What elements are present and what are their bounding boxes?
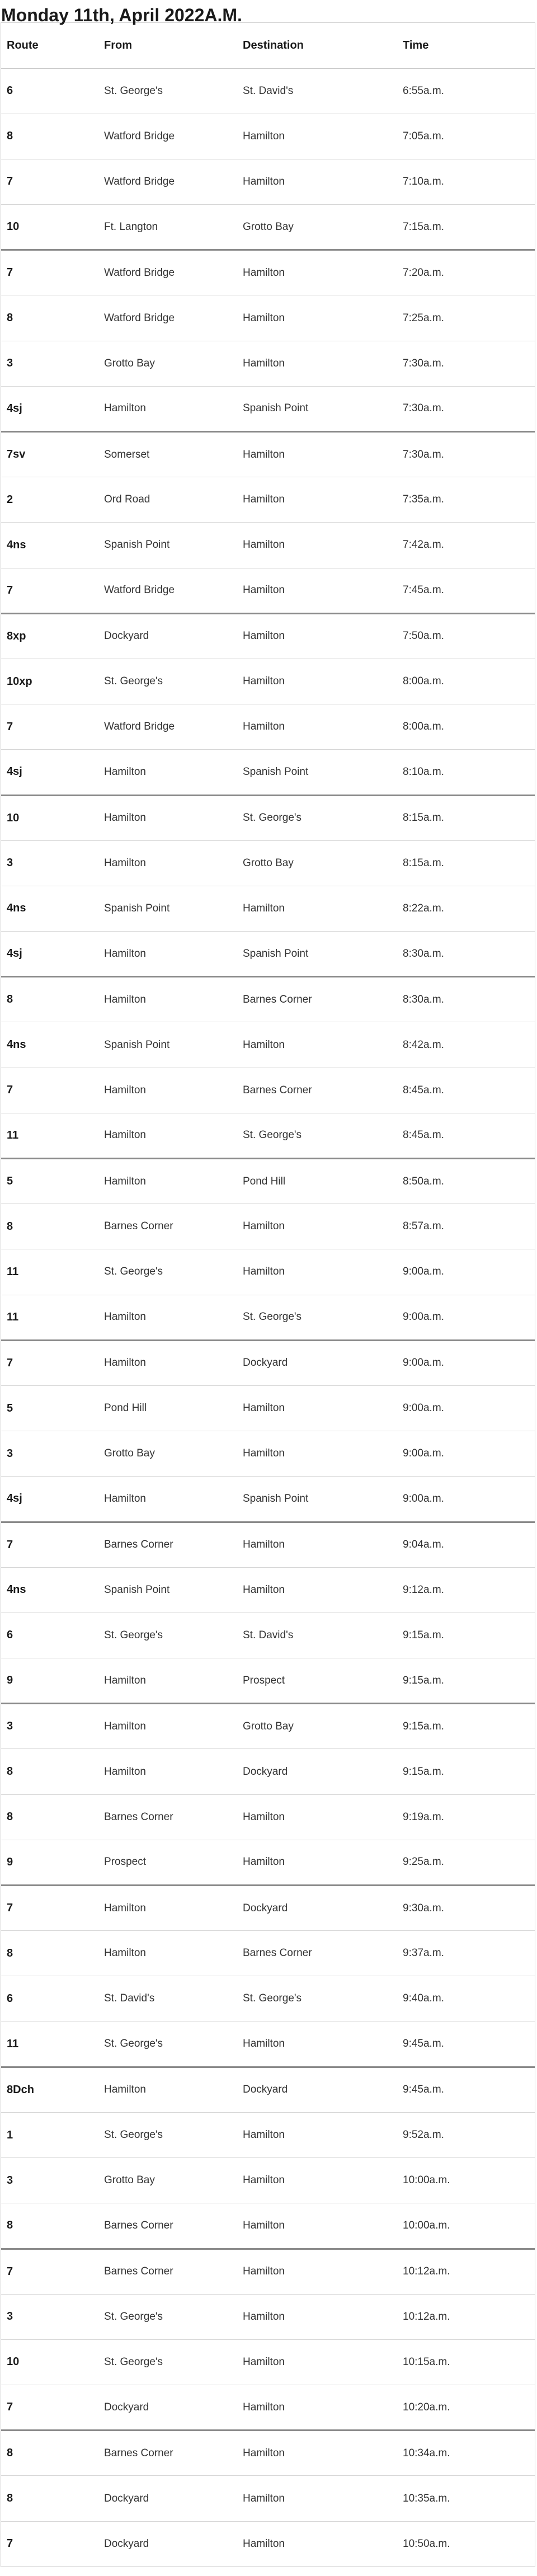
table-row [1,205,535,250]
from-cell: Dockyard [104,2537,149,2550]
time-cell: 10:20a.m. [397,2385,535,2431]
time-cell: 9:00a.m. [397,1385,535,1431]
destination-cell: Hamilton [237,1385,397,1431]
route-cell: 9 [1,1840,98,1885]
time-cell: 8:00a.m. [397,704,535,750]
from-cell: St. George's [98,1249,237,1295]
from-cell: St. George's [98,1613,237,1658]
table-row [1,341,535,386]
destination-cell: Hamilton [237,432,397,477]
time-cell: 7:30a.m. [397,432,535,477]
from-cell: Barnes Corner [98,1204,237,1249]
time-cell: 8:30a.m. [397,932,535,977]
from-cell: Spanish Point [98,1022,237,1068]
route-cell: 7 [1,1522,98,1567]
destination-cell: Hamilton [237,341,397,386]
from-cell: Dockyard [98,2385,237,2431]
table-row [1,1794,535,1840]
from-cell: Somerset [98,432,237,477]
time-cell: 9:00a.m. [397,1431,535,1477]
route-cell: 7 [1,568,98,613]
time-cell: 7:10a.m. [397,159,535,204]
table-row [1,977,535,1022]
from-cell: Watford Bridge [98,568,237,613]
destination-cell: Grotto Bay [237,205,397,250]
route-cell: 8 [1,295,98,341]
table-row [1,68,535,114]
route-cell: 7 [1,159,98,204]
destination-cell: Hamilton [237,1794,397,1840]
route-cell: 8 [1,2203,98,2249]
destination-cell: St. George's [237,1976,397,2022]
from-cell: Watford Bridge [98,114,237,159]
from-cell: Hamilton [98,750,237,795]
time-cell: 9:15a.m. [397,1749,535,1794]
destination-cell: Hamilton [237,250,397,295]
time-cell: 9:00a.m. [397,1249,535,1295]
table-header [1,23,535,68]
time-cell: 7:05a.m. [397,114,535,159]
route-cell: 3 [1,1704,98,1749]
time-cell: 8:22a.m. [397,886,535,931]
route-cell: 6 [1,68,98,114]
destination-cell: Hamilton [237,2249,397,2294]
table-row [1,295,535,341]
from-cell: Dockyard [98,2476,237,2521]
time-cell: 7:42a.m. [397,523,535,568]
table-row [1,2339,535,2385]
time-cell: 9:15a.m. [397,1613,535,1658]
table-row [1,2431,535,2476]
from-cell: St. George's [98,659,237,704]
from-cell: Hamilton [98,932,237,977]
table-row [1,1749,535,1794]
route-cell: 8xp [1,613,98,659]
destination-cell: Barnes Corner [237,1068,397,1113]
route-cell: 3 [1,1431,98,1477]
table-row [1,1340,535,1385]
destination-cell: Spanish Point [237,932,397,977]
route-cell: 6 [1,1976,98,2022]
destination-cell: Hamilton [237,2158,397,2203]
route-cell: 8 [1,1931,98,1976]
route-cell: 11 [1,1295,98,1340]
table-row [1,1704,535,1749]
from-cell: Ord Road [98,477,237,523]
destination-cell: Grotto Bay [237,1704,397,1749]
table-row [1,1022,535,1068]
destination-cell: Hamilton [237,2476,397,2521]
time-cell: 9:40a.m. [397,1976,535,2022]
from-cell: Barnes Corner [98,2249,237,2294]
destination-cell: St. David's [237,1613,397,1658]
time-cell: 6:55a.m. [397,68,535,114]
route-cell: 8Dch [1,2067,98,2112]
table-row [1,1249,535,1295]
from-cell: Hamilton [98,1295,237,1340]
from-cell: Grotto Bay [98,1431,237,1477]
route-cell: 5 [1,1385,98,1431]
from-cell: Pond Hill [98,1385,237,1431]
table-row [1,795,535,840]
destination-cell: Hamilton [237,613,397,659]
route-cell: 2 [1,477,98,523]
destination-cell: Hamilton [237,2431,397,2476]
destination-cell: Grotto Bay [237,840,397,886]
route-cell: 7 [1,1340,98,1385]
table-row [1,1295,535,1340]
schedule-table-container [1,22,535,2567]
route-cell: 10xp [1,659,98,704]
table-row [1,1931,535,1976]
time-cell: 9:15a.m. [397,1658,535,1704]
from-cell: Spanish Point [98,1567,237,1613]
from-cell: St. George's [98,2339,237,2385]
from-cell: Hamilton [98,1477,237,1522]
route-cell: 3 [1,840,98,886]
table-row [1,250,535,295]
table-row [1,523,535,568]
table-row [1,1431,535,1477]
route-cell: 6 [1,1613,98,1658]
from-cell: Barnes Corner [98,2431,237,2476]
destination-cell: Prospect [237,1658,397,1704]
time-cell: 8:50a.m. [397,1159,535,1204]
time-cell: 9:30a.m. [397,1886,535,1931]
destination-cell: Dockyard [237,1340,397,1385]
route-cell: 7 [1,2249,98,2294]
destination-cell: Hamilton [237,295,397,341]
table-row [1,1976,535,2022]
route-cell: 11 [1,2022,98,2067]
route-cell: 10 [1,2339,98,2385]
time-cell: 10:34a.m. [397,2431,535,2476]
time-cell: 10:12a.m. [397,2249,535,2294]
from-cell: Spanish Point [98,886,237,931]
time-cell: 8:57a.m. [397,1204,535,1249]
schedule-table [1,23,535,2566]
destination-cell: Hamilton [237,2022,397,2067]
destination-cell: Dockyard [237,2067,397,2112]
table-row [1,659,535,704]
destination-cell: St. George's [237,795,397,840]
column-header-time: Time [397,23,535,68]
destination-cell: Hamilton [237,2203,397,2249]
table-row [1,1840,535,1885]
destination-cell: St. George's [237,1295,397,1340]
route-cell: 8 [1,114,98,159]
destination-cell: Hamilton [237,704,397,750]
destination-cell: Hamilton [237,2112,397,2157]
table-row [1,2112,535,2157]
route-cell: 8 [1,1204,98,1249]
from-cell: Hamilton [98,1886,237,1931]
destination-cell: Spanish Point [237,750,397,795]
from-cell: Hamilton [98,1340,237,1385]
table-row [1,613,535,659]
route-cell: 4ns [1,1567,98,1613]
time-cell: 8:15a.m. [397,795,535,840]
destination-cell: Hamilton [237,477,397,523]
table-row [1,1567,535,1613]
destination-cell: Hamilton [237,1522,397,1567]
route-cell: 9 [1,1658,98,1704]
destination-cell: Dockyard [237,1749,397,1794]
destination-cell: St. George's [237,1113,397,1158]
table-row [1,2385,535,2431]
table-row [1,2203,535,2249]
from-cell: Spanish Point [98,523,237,568]
from-cell: Barnes Corner [98,1522,237,1567]
table-row [1,1613,535,1658]
table-row [1,1477,535,1522]
table-row [1,114,535,159]
destination-cell: Hamilton [237,1567,397,1613]
time-cell: 7:35a.m. [397,477,535,523]
time-cell: 10:15a.m. [397,2339,535,2385]
route-cell: 3 [1,2158,98,2203]
from-cell: Hamilton [98,386,237,431]
time-cell: 9:19a.m. [397,1794,535,1840]
from-cell: Barnes Corner [98,1794,237,1840]
route-cell: 4ns [1,523,98,568]
time-cell: 9:12a.m. [397,1567,535,1613]
time-cell: 7:25a.m. [397,295,535,341]
time-cell: 9:04a.m. [397,1522,535,1567]
from-cell: Hamilton [98,1068,237,1113]
table-row [1,886,535,931]
route-cell: 4sj [1,386,98,431]
route-cell: 7 [1,1068,98,1113]
from-cell: Grotto Bay [98,341,237,386]
time-cell: 9:25a.m. [397,1840,535,1885]
time-cell: 7:50a.m. [397,613,535,659]
from-cell: Watford Bridge [98,704,237,750]
destination-cell: Barnes Corner [237,977,397,1022]
route-cell: 3 [1,2294,98,2339]
table-row [1,2067,535,2112]
time-cell: 9:00a.m. [397,1477,535,1522]
from-cell: Hamilton [98,977,237,1022]
time-cell: 7:20a.m. [397,250,535,295]
destination-cell: Hamilton [237,886,397,931]
column-header-from: From [98,23,237,68]
destination-cell: Pond Hill [237,1159,397,1204]
table-row [1,432,535,477]
table-row [1,2521,535,2566]
from-cell: Watford Bridge [98,250,237,295]
route-cell: 4sj [1,1477,98,1522]
route-cell: 7 [7,2537,13,2550]
time-cell: 8:45a.m. [397,1068,535,1113]
column-header-destination: Destination [237,23,397,68]
destination-cell: Hamilton [237,1022,397,1068]
page-title: Monday 11th, April 2022A.M. [1,5,242,25]
table-row [1,2022,535,2067]
time-cell: 10:12a.m. [397,2294,535,2339]
destination-cell: Hamilton [237,1204,397,1249]
from-cell: Watford Bridge [98,295,237,341]
destination-cell: Hamilton [243,2537,285,2550]
table-row [1,932,535,977]
time-cell: 8:30a.m. [397,977,535,1022]
route-cell: 3 [1,341,98,386]
table-row [1,1068,535,1113]
table-header-row [1,23,535,68]
table-row [1,2158,535,2203]
time-cell: 9:52a.m. [397,2112,535,2157]
table-row [1,1385,535,1431]
time-cell: 8:00a.m. [397,659,535,704]
column-header-route: Route [1,23,98,68]
from-cell: Hamilton [98,2067,237,2112]
route-cell: 11 [1,1249,98,1295]
from-cell: Hamilton [98,1113,237,1158]
from-cell: Hamilton [98,1159,237,1204]
from-cell: Grotto Bay [98,2158,237,2203]
table-row [1,2294,535,2339]
time-cell: 9:00a.m. [397,1340,535,1385]
route-cell: 11 [1,1113,98,1158]
time-cell: 10:00a.m. [397,2203,535,2249]
route-cell: 8 [1,2431,98,2476]
destination-cell: Hamilton [237,2339,397,2385]
table-row [1,568,535,613]
destination-cell: St. David's [237,68,397,114]
time-cell: 8:15a.m. [397,840,535,886]
from-cell: Dockyard [98,613,237,659]
time-cell: 9:00a.m. [397,1295,535,1340]
time-cell: 9:15a.m. [397,1704,535,1749]
route-cell: 8 [1,1749,98,1794]
table-body [1,68,535,2566]
from-cell: St. George's [98,68,237,114]
route-cell: 4sj [1,932,98,977]
from-cell: Hamilton [98,1704,237,1749]
destination-cell: Spanish Point [237,1477,397,1522]
route-cell: 4ns [1,1022,98,1068]
from-cell: Barnes Corner [98,2203,237,2249]
route-cell: 4sj [1,750,98,795]
from-cell: Prospect [98,1840,237,1885]
from-cell: Hamilton [98,1658,237,1704]
table-row [1,1204,535,1249]
time-cell: 7:45a.m. [397,568,535,613]
route-cell: 10 [1,205,98,250]
route-cell: 7 [1,250,98,295]
table-row [1,386,535,431]
table-row [1,1159,535,1204]
time-cell: 9:45a.m. [397,2067,535,2112]
table-row [1,1113,535,1158]
time-cell: 9:37a.m. [397,1931,535,1976]
destination-cell: Hamilton [237,568,397,613]
from-cell: Hamilton [98,1749,237,1794]
route-cell: 5 [1,1159,98,1204]
destination-cell: Hamilton [237,523,397,568]
table-row [1,704,535,750]
route-cell: 7sv [1,432,98,477]
table-row [1,2476,535,2521]
from-cell: St. George's [98,2294,237,2339]
table-row [1,1886,535,1931]
time-cell: 8:45a.m. [397,1113,535,1158]
destination-cell: Hamilton [237,1840,397,1885]
route-cell: 8 [1,1794,98,1840]
destination-cell: Hamilton [237,659,397,704]
time-cell: 8:10a.m. [397,750,535,795]
time-cell: 10:35a.m. [397,2476,535,2521]
route-cell: 7 [1,1886,98,1931]
destination-cell: Dockyard [237,1886,397,1931]
route-cell: 7 [1,2385,98,2431]
route-cell: 7 [1,704,98,750]
time-cell: 7:30a.m. [397,386,535,431]
table-row [1,1522,535,1567]
from-cell: Watford Bridge [98,159,237,204]
table-row [1,159,535,204]
destination-cell: Hamilton [237,1431,397,1477]
table-row [1,750,535,795]
destination-cell: Hamilton [237,159,397,204]
destination-cell: Hamilton [237,2294,397,2339]
from-cell: St. David's [98,1976,237,2022]
table-row [1,2249,535,2294]
destination-cell: Hamilton [237,2385,397,2431]
time-cell: 9:45a.m. [397,2022,535,2067]
destination-cell: Barnes Corner [237,1931,397,1976]
time-cell: 10:50a.m. [403,2537,450,2550]
destination-cell: Spanish Point [237,386,397,431]
from-cell: St. George's [98,2112,237,2157]
from-cell: Hamilton [98,840,237,886]
from-cell: St. George's [98,2022,237,2067]
route-cell: 10 [1,795,98,840]
from-cell: Ft. Langton [98,205,237,250]
destination-cell: Hamilton [237,1249,397,1295]
table-row [1,477,535,523]
route-cell: 1 [1,2112,98,2157]
route-cell: 8 [1,977,98,1022]
time-cell: 8:42a.m. [397,1022,535,1068]
table-row [1,1658,535,1704]
from-cell: Hamilton [98,1931,237,1976]
from-cell: Hamilton [98,795,237,840]
time-cell: 10:00a.m. [397,2158,535,2203]
table-row [1,840,535,886]
time-cell: 7:15a.m. [397,205,535,250]
destination-cell: Hamilton [237,114,397,159]
route-cell: 8 [1,2476,98,2521]
route-cell: 4ns [1,886,98,931]
time-cell: 7:30a.m. [397,341,535,386]
